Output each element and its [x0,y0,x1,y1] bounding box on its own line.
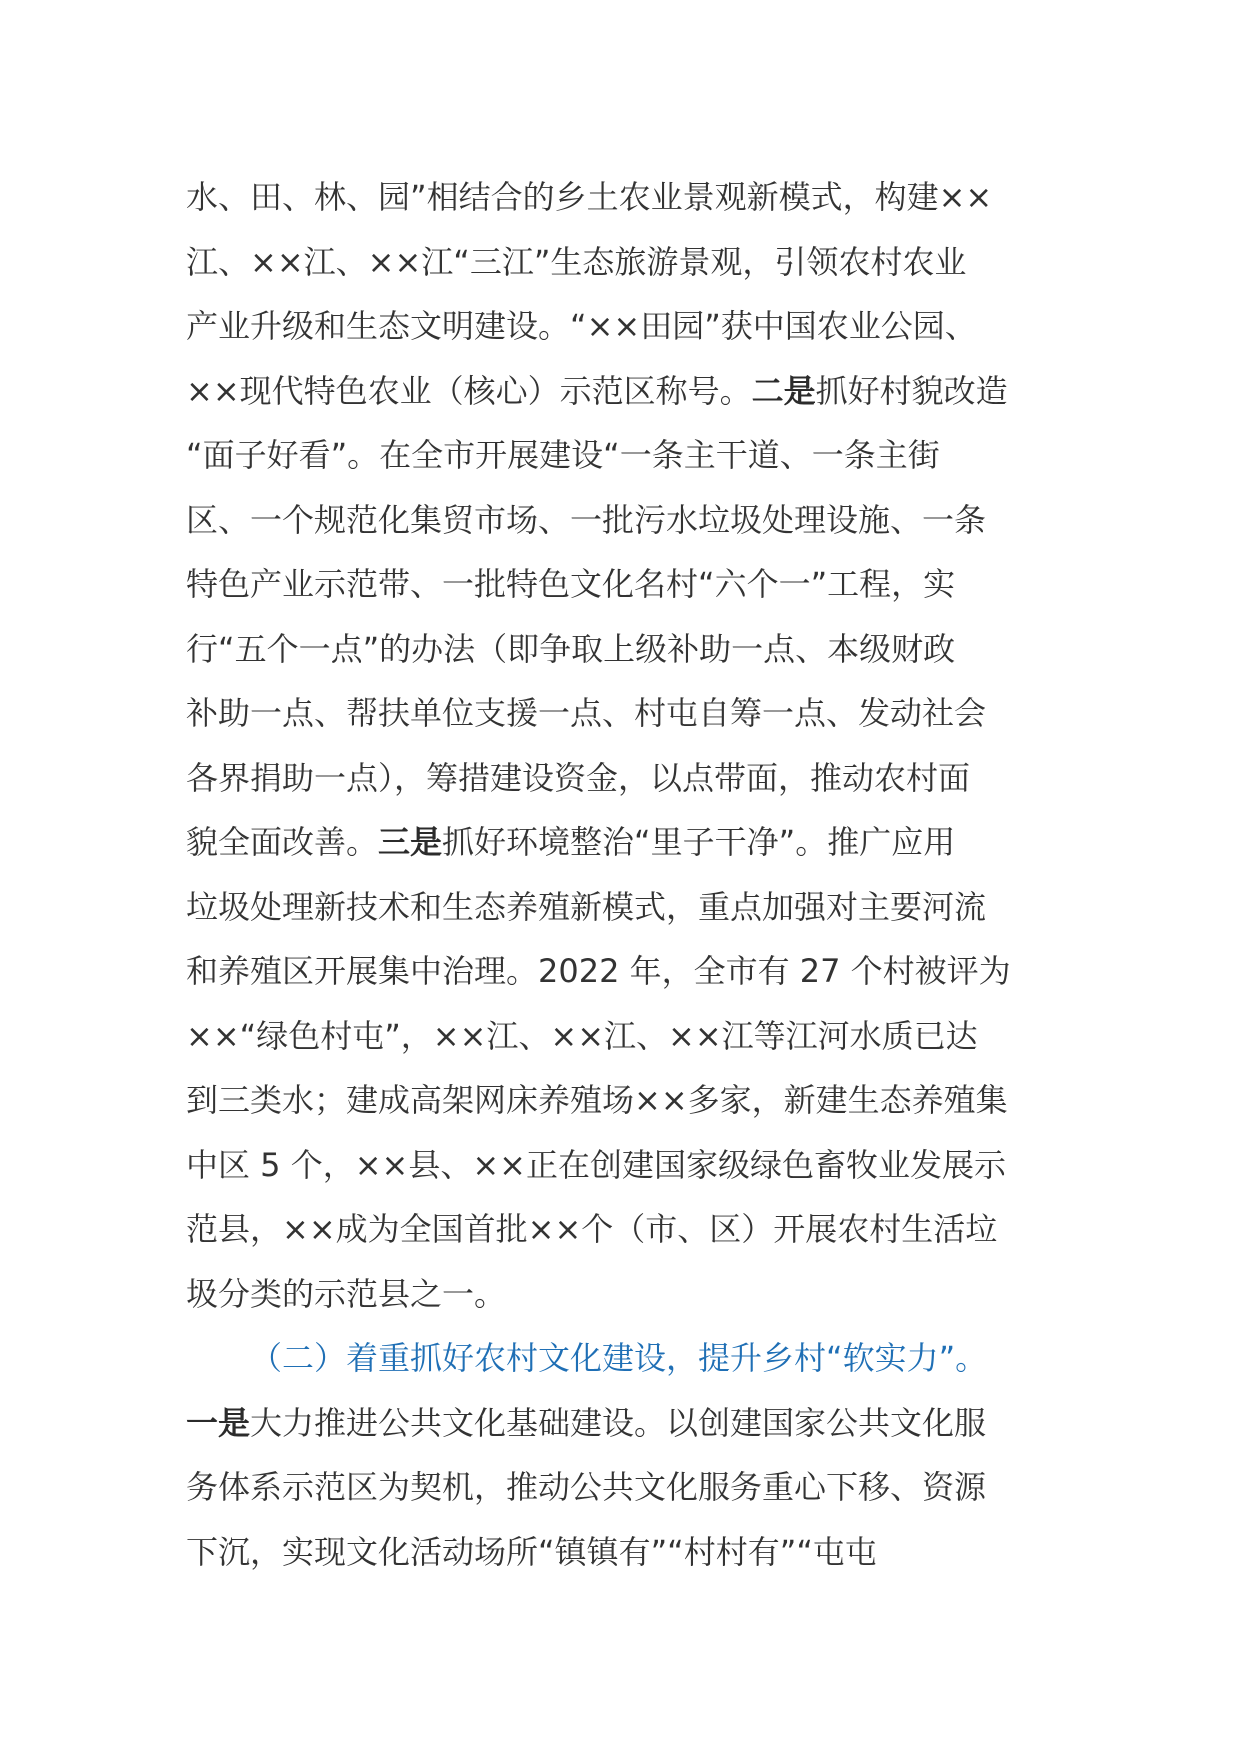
body-line-17: 范县，××成为全国首批××个（市、区）开展农村生活垃 [186,1210,998,1248]
line-text: 抓好环境整治“里子干净”。推广应用 [442,823,956,861]
body-line-14: ××“绿色村屯”，××江、××江、××江等江河水质已达 [186,1016,978,1055]
body-line-12: 垃圾处理新技术和生态养殖新模式，重点加强对主要河流 [186,887,987,926]
body-line-18: 圾分类的示范县之一。 [186,1274,507,1313]
line-text: ××现代特色农业（核心）示范区称号。 [186,371,752,410]
line-text: 大力推进公共文化基础建设。以创建国家公共文化服 [250,1403,987,1442]
body-line-3: 产业升级和生态文明建设。“××田园”获中国农业公园、 [186,307,977,345]
document-page [186,165,1058,1584]
body-line-1: 水、田、林、园”相结合的乡土农业景观新模式，构建×× [186,178,993,216]
line-text: 抓好村貌改造 [815,371,1008,410]
body-line-9: 补助一点、帮扶单位支援一点、村屯自筹一点、发动社会 [186,694,987,732]
body-line-5: “面子好看”。在全市开展建设“一条主干道、一条主街 [186,436,940,474]
line-text: 貌全面改善。 [186,823,379,861]
body-line-2: 江、××江、××江“三江”生态旅游景观，引领农村农业 [186,242,967,281]
body-line-16: 中区 5 个，××县、××正在创建国家级绿色畜牧业发展示 [186,1145,1006,1184]
lead-phrase: 一是 [186,1403,251,1442]
body-line-7: 特色产业示范带、一批特色文化名村“六个一”工程，实 [186,565,956,603]
lead-phrase: 二是 [751,371,816,410]
section-line-2: 务体系示范区为契机，推动公共文化服务重心下移、资源 [186,1468,987,1506]
body-line-4 [186,359,1058,424]
body-line-15: 到三类水；建成高架网床养殖场××多家，新建生态养殖集 [186,1081,1008,1119]
body-line-6: 区、一个规范化集贸市场、一批污水垃圾处理设施、一条 [186,500,987,539]
body-line-10: 各界捐助一点），筹措建设资金，以点带面，推动农村面 [186,758,971,797]
lead-phrase: 三是 [378,823,443,861]
body-line-8: 行“五个一点”的办法（即争取上级补助一点、本级财政 [186,629,956,668]
body-line-13: 和养殖区开展集中治理。2022 年，全市有 27 个村被评为 [186,952,1011,990]
section-line-1 [186,1391,1058,1456]
section-heading: （二）着重抓好农村文化建设，提升乡村“软实力”。 [250,1339,988,1377]
section-line-3: 下沉，实现文化活动场所“镇镇有”“村村有”“屯屯 [186,1532,877,1571]
body-line-11 [186,810,1058,875]
